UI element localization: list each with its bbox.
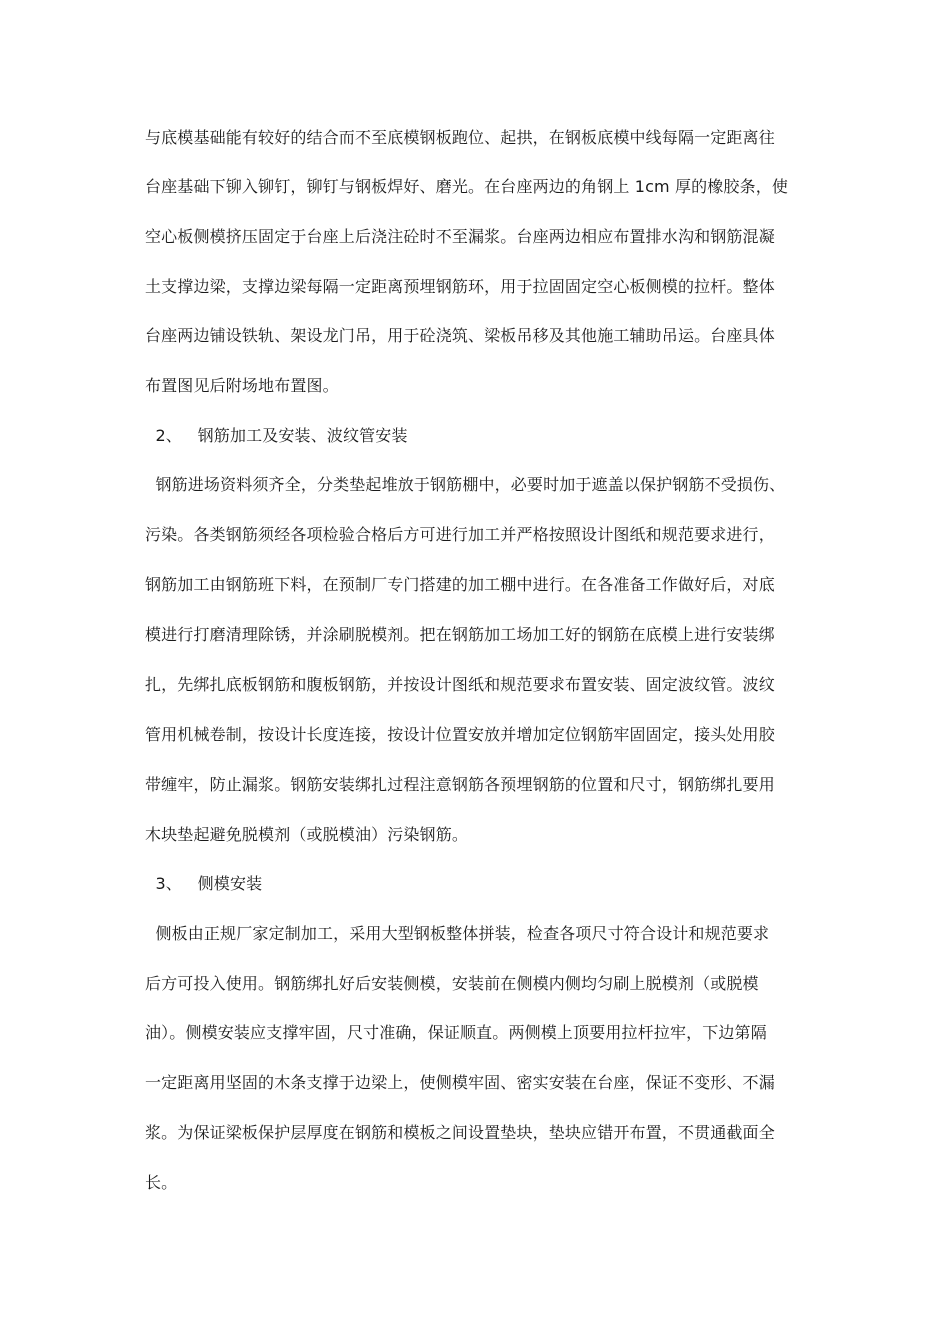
paragraph-line: 空心板侧模挤压固定于台座上后浇注砼时不至漏浆。台座两边相应布置排水沟和钢筋混凝 <box>145 227 775 246</box>
paragraph-line: 扎，先绑扎底板钢筋和腹板钢筋，并按设计图纸和规范要求布置安装、固定波纹管。波纹 <box>145 675 775 694</box>
paragraph-line: 浆。为保证梁板保护层厚度在钢筋和模板之间设置垫块，垫块应错开布置，不贯通截面全 <box>145 1123 775 1142</box>
paragraph-line: 污染。各类钢筋须经各项检验合格后方可进行加工并严格按照设计图纸和规范要求进行， <box>145 525 775 544</box>
paragraph-line: 一定距离用坚固的木条支撑于边梁上，使侧模牢固、密实安装在台座，保证不变形、不漏 <box>145 1073 775 1092</box>
paragraph-line: 侧板由正规厂家定制加工，采用大型钢板整体拼装，检查各项尺寸符合设计和规范要求 <box>145 924 770 943</box>
paragraph-line: 与底模基础能有较好的结合而不至底模钢板跑位、起拱，在钢板底模中线每隔一定距离往 <box>145 128 775 147</box>
paragraph-line: 后方可投入使用。钢筋绑扎好后安装侧模，安装前在侧模内侧均匀刷上脱模剂（或脱模 <box>145 974 759 993</box>
paragraph-line: 管用机械卷制，按设计长度连接，按设计位置安放并增加定位钢筋牢固固定，接头处用胶 <box>145 725 775 744</box>
section-heading-2: 2、 钢筋加工及安装、波纹管安装 <box>145 426 408 445</box>
paragraph-line: 土支撑边梁，支撑边梁每隔一定距离预埋钢筋环，用于拉固固定空心板侧模的拉杆。整体 <box>145 277 775 296</box>
paragraph-line: 台座两边铺设铁轨、架设龙门吊，用于砼浇筑、梁板吊移及其他施工辅助吊运。台座具体 <box>145 326 775 345</box>
section-heading-3: 3、 侧模安装 <box>145 874 263 893</box>
paragraph-line: 模进行打磨清理除锈，并涂刷脱模剂。把在钢筋加工场加工好的钢筋在底模上进行安装绑 <box>145 625 775 644</box>
paragraph-line: 长。 <box>145 1173 178 1192</box>
paragraph-line: 台座基础下铆入铆钉，铆钉与钢板焊好、磨光。在台座两边的角钢上 1cm 厚的橡胶条，使 <box>145 177 789 196</box>
paragraph-line: 油）。侧模安装应支撑牢固，尺寸准确，保证顺直。两侧模上顶要用拉杆拉牢，下边第隔 <box>145 1023 767 1042</box>
paragraph-line: 钢筋进场资料须齐全，分类垫起堆放于钢筋棚中，必要时加于遮盖以保护钢筋不受损伤、 <box>145 475 786 494</box>
paragraph-line: 带缠牢，防止漏浆。钢筋安装绑扎过程注意钢筋各预埋钢筋的位置和尺寸，钢筋绑扎要用 <box>145 775 775 794</box>
paragraph-line: 木块垫起避免脱模剂（或脱模油）污染钢筋。 <box>145 825 469 844</box>
paragraph-line: 钢筋加工由钢筋班下料，在预制厂专门搭建的加工棚中进行。在各准备工作做好后，对底 <box>145 575 775 594</box>
paragraph-line: 布置图见后附场地布置图。 <box>145 376 339 395</box>
